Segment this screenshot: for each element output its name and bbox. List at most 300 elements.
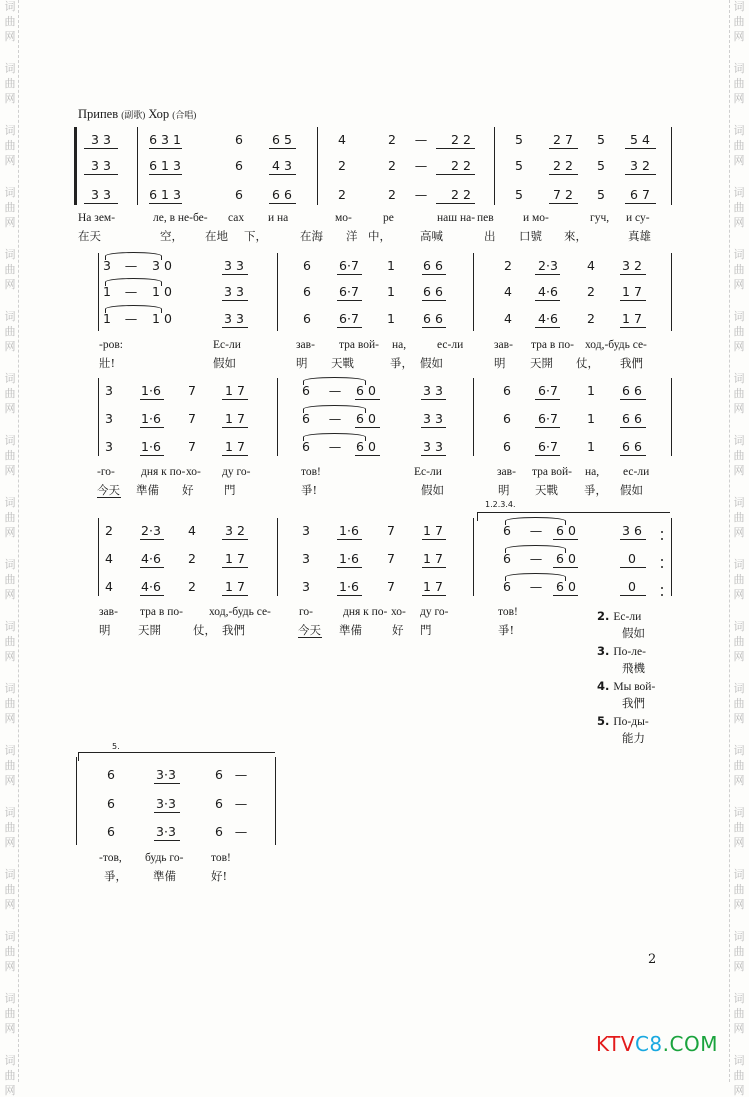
lyric-zh: 假如 bbox=[420, 356, 443, 370]
lyric-ru: ход,-будь се- bbox=[209, 606, 271, 618]
beam-underline bbox=[149, 148, 182, 149]
beam-underline bbox=[149, 203, 182, 204]
lyric-ru: хо- bbox=[186, 466, 201, 478]
beam-underline bbox=[620, 399, 646, 400]
tie-arc bbox=[105, 305, 162, 313]
note-0-2-1: 6 1 3 bbox=[149, 187, 181, 202]
lyric-zh: 準備 bbox=[136, 483, 159, 497]
ending-note: 3·3 bbox=[156, 824, 176, 839]
verse-lyric-zh: 飛機 bbox=[622, 661, 645, 675]
note-3-2-2: 2 bbox=[188, 579, 196, 594]
watermark-glyph: 曲 bbox=[4, 263, 16, 276]
watermark-glyph: 曲 bbox=[4, 387, 16, 400]
note-3-2-0: 4 bbox=[105, 579, 113, 594]
watermark-glyph: 曲 bbox=[4, 821, 16, 834]
lyric-ru: дня к по- bbox=[141, 466, 186, 478]
barline bbox=[98, 378, 99, 456]
note-1-1-11: 1 7 bbox=[622, 284, 642, 299]
beam-underline bbox=[337, 539, 362, 540]
watermark-glyph: 曲 bbox=[733, 263, 745, 276]
note-1-0-8: 2 bbox=[504, 258, 512, 273]
beam-underline bbox=[337, 595, 362, 596]
lyric-zh: 下， bbox=[244, 229, 267, 243]
lyric-zh: 在海 bbox=[300, 229, 323, 243]
watermark-glyph: 词 bbox=[733, 682, 745, 695]
lyric-ru: ле, в не-бе- bbox=[153, 212, 208, 224]
note-1-1-3: 3 3 bbox=[224, 284, 244, 299]
note-3-0-8: 6 bbox=[503, 523, 511, 538]
beam-underline bbox=[140, 595, 164, 596]
note-2-1-7: 3 3 bbox=[423, 411, 443, 426]
note-3-0-1: 2·3 bbox=[141, 523, 161, 538]
watermark-glyph: 曲 bbox=[4, 15, 16, 28]
lyric-underline bbox=[298, 637, 322, 638]
watermark-glyph: 词 bbox=[4, 62, 16, 75]
beam-underline bbox=[140, 399, 164, 400]
note-0-2-6: — bbox=[414, 187, 428, 202]
watermark-glyph: 词 bbox=[4, 434, 16, 447]
watermark-glyph: 网 bbox=[733, 712, 745, 725]
note-1-2-8: 4 bbox=[504, 311, 512, 326]
beam-underline bbox=[535, 274, 560, 275]
note-2-0-2: 7 bbox=[188, 383, 196, 398]
note-0-2-11: 6 7 bbox=[630, 187, 650, 202]
watermark-glyph: 曲 bbox=[733, 573, 745, 586]
note-1-2-2: 1 0 bbox=[152, 311, 172, 326]
beam-underline bbox=[422, 595, 446, 596]
beam-underline bbox=[222, 300, 248, 301]
volta-label: 1.2.3.4. bbox=[485, 500, 516, 509]
lyric-ru: и су- bbox=[626, 212, 650, 224]
note-2-1-9: 6·7 bbox=[538, 411, 558, 426]
ending-lyric-ru: тов! bbox=[211, 852, 231, 864]
choir-label-zh: (合唱) bbox=[172, 110, 197, 120]
watermark-glyph: 曲 bbox=[733, 139, 745, 152]
verse-lyric-zh: 能力 bbox=[622, 731, 645, 745]
note-1-2-7: 6 6 bbox=[423, 311, 443, 326]
watermark-glyph: 网 bbox=[733, 216, 745, 229]
barline bbox=[74, 127, 77, 205]
note-2-1-10: 1 bbox=[587, 411, 595, 426]
watermark-glyph: 网 bbox=[4, 216, 16, 229]
note-0-1-5: 2 bbox=[388, 158, 396, 173]
note-2-0-3: 1 7 bbox=[225, 383, 245, 398]
note-1-1-2: 1 0 bbox=[152, 284, 172, 299]
note-2-0-7: 3 3 bbox=[423, 383, 443, 398]
watermark-glyph: 词 bbox=[733, 744, 745, 757]
watermark-glyph: 网 bbox=[733, 588, 745, 601]
note-3-1-8: 6 bbox=[503, 551, 511, 566]
note-3-2-1: 4·6 bbox=[141, 579, 161, 594]
tie-arc bbox=[505, 545, 566, 553]
watermark-glyph: 词 bbox=[4, 620, 16, 633]
lyric-zh: 出 bbox=[484, 229, 496, 243]
note-0-0-0: 3 3 bbox=[91, 132, 111, 147]
watermark-glyph: 网 bbox=[733, 340, 745, 353]
verse-cue bbox=[597, 609, 641, 623]
repeat-dot bbox=[661, 566, 663, 568]
lyric-ru: и на bbox=[268, 212, 289, 224]
beam-underline bbox=[222, 455, 248, 456]
ending-lyric-zh: 好! bbox=[211, 869, 228, 883]
watermark-glyph: 网 bbox=[4, 340, 16, 353]
ending-note: 6 bbox=[107, 824, 115, 839]
note-1-0-7: 6 6 bbox=[423, 258, 443, 273]
watermark-glyph: 词 bbox=[733, 558, 745, 571]
lyric-zh: 假如 bbox=[213, 356, 236, 370]
watermark-glyph: 网 bbox=[733, 278, 745, 291]
lyric-ru: тра в по- bbox=[531, 339, 574, 351]
lyric-ru: наш на- bbox=[437, 212, 476, 224]
watermark-glyph: 网 bbox=[4, 154, 16, 167]
repeat-dot bbox=[661, 559, 663, 561]
beam-underline bbox=[549, 203, 578, 204]
note-0-0-10: 5 bbox=[597, 132, 605, 147]
watermark-glyph: 网 bbox=[733, 464, 745, 477]
verse-lyric-zh: 我們 bbox=[622, 696, 645, 710]
verse-lyric-ru: По-ды- bbox=[613, 716, 649, 728]
lyric-zh: 天戰 bbox=[331, 356, 354, 370]
verse-lyric-ru: Мы вой- bbox=[613, 681, 656, 693]
note-0-2-2: 6 bbox=[235, 187, 243, 202]
note-3-2-5: 1·6 bbox=[339, 579, 359, 594]
watermark-glyph: 词 bbox=[733, 992, 745, 1005]
beam-underline bbox=[549, 174, 578, 175]
beam-underline bbox=[620, 327, 646, 328]
beam-underline bbox=[553, 539, 578, 540]
note-0-1-6: — bbox=[414, 158, 428, 173]
note-2-1-8: 6 bbox=[503, 411, 511, 426]
watermark-glyph: 网 bbox=[733, 774, 745, 787]
note-0-1-3: 4 3 bbox=[272, 158, 292, 173]
note-2-2-10: 1 bbox=[587, 439, 595, 454]
watermark-glyph: 网 bbox=[4, 1022, 16, 1035]
note-0-0-6: — bbox=[414, 132, 428, 147]
note-3-1-9: — bbox=[529, 551, 543, 566]
ending-note: — bbox=[234, 767, 248, 782]
barline bbox=[137, 127, 138, 205]
tie-arc bbox=[505, 573, 566, 581]
watermark-glyph: 网 bbox=[733, 1022, 745, 1035]
ending-lyric-ru: будь го- bbox=[145, 852, 184, 864]
watermark-glyph: 曲 bbox=[4, 201, 16, 214]
barline bbox=[275, 757, 276, 845]
watermark-glyph: 曲 bbox=[733, 511, 745, 524]
lyric-zh: 天戰 bbox=[535, 483, 558, 497]
note-1-0-10: 4 bbox=[587, 258, 595, 273]
beam-underline bbox=[140, 455, 164, 456]
lyric-zh: 真雄 bbox=[628, 229, 651, 243]
beam-underline bbox=[84, 203, 118, 204]
ending-lyric-zh: 爭， bbox=[104, 869, 127, 883]
note-3-0-5: 1·6 bbox=[339, 523, 359, 538]
watermark-glyph: 词 bbox=[4, 496, 16, 509]
note-0-1-2: 6 bbox=[235, 158, 243, 173]
note-2-0-11: 6 6 bbox=[622, 383, 642, 398]
watermark-glyph: 词 bbox=[733, 434, 745, 447]
beam-underline bbox=[422, 274, 446, 275]
beam-underline bbox=[269, 203, 296, 204]
beam-underline bbox=[337, 274, 362, 275]
lyric-ru: пев bbox=[477, 212, 494, 224]
note-2-2-0: 3 bbox=[105, 439, 113, 454]
note-3-0-3: 3 2 bbox=[225, 523, 245, 538]
repeat-dot bbox=[661, 587, 663, 589]
watermark-glyph: 曲 bbox=[4, 1007, 16, 1020]
note-3-2-10: 6 0 bbox=[556, 579, 576, 594]
barline bbox=[98, 253, 99, 331]
note-2-2-8: 6 bbox=[503, 439, 511, 454]
note-0-2-9: 7 2 bbox=[553, 187, 573, 202]
verse-lyric-zh: 假如 bbox=[622, 626, 645, 640]
beam-underline bbox=[269, 174, 296, 175]
watermark-glyph: 曲 bbox=[4, 77, 16, 90]
note-0-0-11: 5 4 bbox=[630, 132, 650, 147]
note-1-1-10: 2 bbox=[587, 284, 595, 299]
beam-underline bbox=[553, 567, 578, 568]
watermark-glyph: 曲 bbox=[733, 697, 745, 710]
beam-underline bbox=[422, 567, 446, 568]
note-1-2-4: 6 bbox=[303, 311, 311, 326]
watermark-glyph: 网 bbox=[4, 650, 16, 663]
note-2-0-1: 1·6 bbox=[141, 383, 161, 398]
note-3-1-5: 1·6 bbox=[339, 551, 359, 566]
watermark-glyph: 网 bbox=[733, 30, 745, 43]
lyric-zh: 爭! bbox=[301, 483, 318, 497]
watermark-glyph: 曲 bbox=[733, 945, 745, 958]
barline bbox=[494, 127, 495, 205]
beam-underline bbox=[337, 567, 362, 568]
barline bbox=[671, 127, 672, 205]
note-0-1-11: 3 2 bbox=[630, 158, 650, 173]
watermark-glyph: 词 bbox=[4, 558, 16, 571]
lyric-ru: На зем- bbox=[78, 212, 116, 224]
beam-underline bbox=[535, 455, 560, 456]
lyric-ru: мо- bbox=[335, 212, 352, 224]
note-3-2-11: 0 bbox=[628, 579, 636, 594]
note-0-0-4: 4 bbox=[338, 132, 346, 147]
barline bbox=[473, 378, 474, 456]
beam-underline bbox=[436, 203, 475, 204]
note-2-1-5: — bbox=[328, 411, 342, 426]
beam-underline bbox=[436, 148, 475, 149]
note-1-2-3: 3 3 bbox=[224, 311, 244, 326]
beam-underline bbox=[222, 567, 248, 568]
note-0-2-4: 2 bbox=[338, 187, 346, 202]
beam-underline bbox=[535, 327, 560, 328]
verse-cue bbox=[597, 714, 649, 728]
watermark-glyph: 词 bbox=[4, 310, 16, 323]
note-3-0-7: 1 7 bbox=[423, 523, 443, 538]
lyric-ru: зав- bbox=[296, 339, 315, 351]
watermark-glyph: 曲 bbox=[733, 635, 745, 648]
lyric-zh: 口號 bbox=[519, 229, 542, 243]
lyric-ru: тра в по- bbox=[140, 606, 183, 618]
verse-number: 4. bbox=[597, 679, 614, 693]
site-logo[interactable] bbox=[596, 1032, 718, 1056]
watermark-glyph: 曲 bbox=[733, 1069, 745, 1082]
page-number: 2 bbox=[648, 952, 657, 967]
refrain-title-zh: (副歌) bbox=[121, 110, 146, 120]
watermark-glyph: 曲 bbox=[733, 1007, 745, 1020]
note-2-0-10: 1 bbox=[587, 383, 595, 398]
watermark-glyph: 词 bbox=[733, 806, 745, 819]
verse-cue bbox=[597, 679, 655, 693]
note-0-0-7: 2 2 bbox=[451, 132, 471, 147]
watermark-glyph: 曲 bbox=[4, 635, 16, 648]
watermark-glyph: 网 bbox=[733, 650, 745, 663]
lyric-zh: 空， bbox=[160, 229, 183, 243]
watermark-glyph: 网 bbox=[733, 836, 745, 849]
lyric-ru: дня к по- bbox=[343, 606, 388, 618]
ending-label: 5. bbox=[112, 742, 120, 751]
note-2-1-1: 1·6 bbox=[141, 411, 161, 426]
note-2-2-1: 1·6 bbox=[141, 439, 161, 454]
note-0-0-3: 6 5 bbox=[272, 132, 292, 147]
note-1-0-2: 3 0 bbox=[152, 258, 172, 273]
note-1-1-5: 6·7 bbox=[339, 284, 359, 299]
watermark-glyph: 曲 bbox=[4, 449, 16, 462]
lyric-zh: 爭! bbox=[498, 623, 515, 637]
ending-note: — bbox=[234, 796, 248, 811]
lyric-zh: 在地 bbox=[205, 229, 228, 243]
lyric-ru: хо- bbox=[391, 606, 406, 618]
beam-underline bbox=[620, 427, 646, 428]
note-0-0-5: 2 bbox=[388, 132, 396, 147]
ending-note: 3·3 bbox=[156, 767, 176, 782]
lyric-ru: на, bbox=[585, 466, 600, 478]
note-2-2-2: 7 bbox=[188, 439, 196, 454]
lyric-ru: ход,-будь се- bbox=[585, 339, 647, 351]
note-2-0-8: 6 bbox=[503, 383, 511, 398]
right-margin-line bbox=[729, 0, 730, 1082]
watermark-glyph: 网 bbox=[733, 526, 745, 539]
note-1-0-3: 3 3 bbox=[224, 258, 244, 273]
lyric-zh: 仗， bbox=[193, 623, 216, 637]
note-3-2-7: 1 7 bbox=[423, 579, 443, 594]
lyric-zh: 爭， bbox=[584, 483, 607, 497]
watermark-glyph: 曲 bbox=[4, 139, 16, 152]
note-1-1-0: 1 bbox=[103, 284, 111, 299]
watermark-glyph: 词 bbox=[4, 186, 16, 199]
lyric-zh: 明 bbox=[99, 623, 111, 637]
watermark-glyph: 曲 bbox=[733, 201, 745, 214]
note-2-2-4: 6 bbox=[302, 439, 310, 454]
beam-underline bbox=[436, 174, 475, 175]
note-3-2-3: 1 7 bbox=[225, 579, 245, 594]
note-3-1-11: 0 bbox=[628, 551, 636, 566]
note-3-1-3: 1 7 bbox=[225, 551, 245, 566]
note-1-1-1: — bbox=[124, 284, 138, 299]
watermark-glyph: 网 bbox=[4, 898, 16, 911]
ending-note: 6 bbox=[215, 824, 223, 839]
watermark-glyph: 词 bbox=[4, 372, 16, 385]
note-3-1-7: 1 7 bbox=[423, 551, 443, 566]
note-1-1-9: 4·6 bbox=[538, 284, 558, 299]
note-1-1-8: 4 bbox=[504, 284, 512, 299]
watermark-glyph: 词 bbox=[4, 868, 16, 881]
watermark-glyph: 词 bbox=[733, 1054, 745, 1067]
watermark-glyph: 曲 bbox=[733, 883, 745, 896]
note-2-1-0: 3 bbox=[105, 411, 113, 426]
note-0-2-8: 5 bbox=[515, 187, 523, 202]
note-0-2-5: 2 bbox=[388, 187, 396, 202]
watermark-glyph: 词 bbox=[4, 992, 16, 1005]
note-1-0-6: 1 bbox=[387, 258, 395, 273]
lyric-zh: 假如 bbox=[421, 483, 444, 497]
beam-underline bbox=[553, 595, 578, 596]
watermark-glyph: 网 bbox=[4, 464, 16, 477]
watermark-glyph: 词 bbox=[733, 372, 745, 385]
beam-underline bbox=[625, 203, 656, 204]
watermark-glyph: 词 bbox=[733, 930, 745, 943]
beam-underline bbox=[222, 427, 248, 428]
watermark-glyph: 网 bbox=[4, 402, 16, 415]
note-0-2-0: 3 3 bbox=[91, 187, 111, 202]
watermark-glyph: 网 bbox=[4, 774, 16, 787]
barline bbox=[671, 253, 672, 331]
ending-note: 3·3 bbox=[156, 796, 176, 811]
lyric-ru: -го- bbox=[97, 466, 115, 478]
lyric-zh: 明 bbox=[498, 483, 510, 497]
note-3-1-0: 4 bbox=[105, 551, 113, 566]
ending-bracket bbox=[78, 752, 275, 761]
watermark-glyph: 词 bbox=[4, 1054, 16, 1067]
tie-arc bbox=[105, 278, 162, 286]
barline bbox=[473, 253, 474, 331]
beam-underline bbox=[154, 812, 180, 813]
lyric-zh: 好 bbox=[392, 623, 404, 637]
note-1-1-7: 6 6 bbox=[423, 284, 443, 299]
note-1-0-11: 3 2 bbox=[622, 258, 642, 273]
beam-underline bbox=[620, 567, 646, 568]
note-2-2-5: — bbox=[328, 439, 342, 454]
note-3-2-8: 6 bbox=[503, 579, 511, 594]
beam-underline bbox=[620, 300, 646, 301]
verse-lyric-ru: Ес-ли bbox=[613, 611, 642, 623]
lyric-zh: 假如 bbox=[620, 483, 643, 497]
note-3-2-4: 3 bbox=[302, 579, 310, 594]
beam-underline bbox=[422, 539, 446, 540]
note-0-0-2: 6 bbox=[235, 132, 243, 147]
lyric-zh: 洋 bbox=[346, 229, 358, 243]
note-1-0-1: — bbox=[124, 258, 138, 273]
note-1-0-5: 6·7 bbox=[339, 258, 359, 273]
note-3-1-4: 3 bbox=[302, 551, 310, 566]
beam-underline bbox=[154, 783, 180, 784]
watermark-glyph: 词 bbox=[4, 682, 16, 695]
beam-underline bbox=[355, 427, 380, 428]
site-logo-part2: C8 bbox=[634, 1032, 663, 1056]
lyric-zh: 我們 bbox=[222, 623, 245, 637]
watermark-glyph: 曲 bbox=[4, 697, 16, 710]
watermark-glyph: 网 bbox=[4, 278, 16, 291]
watermark-glyph: 网 bbox=[733, 92, 745, 105]
watermark-glyph: 网 bbox=[733, 898, 745, 911]
lyric-zh: 壯! bbox=[99, 356, 116, 370]
note-1-0-4: 6 bbox=[303, 258, 311, 273]
note-1-0-9: 2·3 bbox=[538, 258, 558, 273]
watermark-glyph: 网 bbox=[4, 836, 16, 849]
note-2-0-9: 6·7 bbox=[538, 383, 558, 398]
note-0-0-9: 2 7 bbox=[553, 132, 573, 147]
watermark-glyph: 网 bbox=[4, 30, 16, 43]
note-3-0-9: — bbox=[529, 523, 543, 538]
watermark-glyph: 词 bbox=[733, 248, 745, 261]
lyric-underline bbox=[97, 497, 121, 498]
note-1-2-1: — bbox=[124, 311, 138, 326]
note-3-0-0: 2 bbox=[105, 523, 113, 538]
